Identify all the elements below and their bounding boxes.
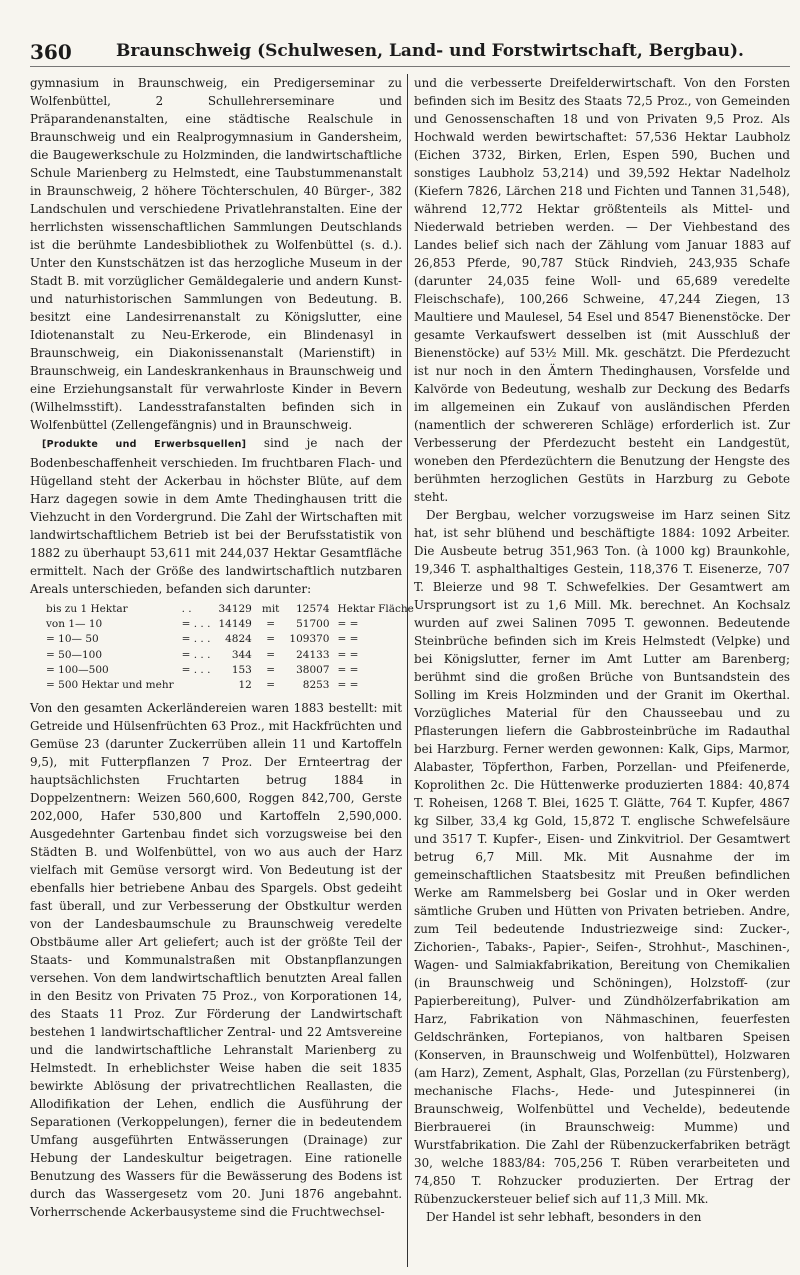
area-value: 24133 xyxy=(296,648,330,661)
row-mit: = xyxy=(266,633,276,646)
running-title: Braunschweig (Schulwesen, Land- und Forstwirtschaft, Bergbau). xyxy=(116,41,744,61)
row-dots: = . . . xyxy=(181,663,211,676)
text-columns xyxy=(30,74,790,1267)
row-label: = 100—500 xyxy=(46,663,109,676)
area-value: 51700 xyxy=(296,618,330,631)
paragraph-products xyxy=(30,434,402,598)
row-dots: = . . . xyxy=(181,648,211,661)
paragraph-agriculture: Von den gesamten Ackerländereien waren 1883 bestellt: mit Getreide und Hülsenfrüchten 63 Proz., mit Hackfrüchten und Gemüse 23 (darunter Zuckerrüben allein 11 und Kartoffeln 9,5), mit Futterpflanzen 7 Proz. Der Ernteertrag der hauptsächlichsten Fruchtarten betrug 1884 in Doppelzentnern: Weizen 560,600, Roggen 842,700, Gerste 202,000, Hafer 530,800 und Kartoffeln 2,590,000. Ausgedehnter Gartenbau findet sich vorzugsweise bei den Städten B. und Wolfenbüttel, von wo aus auch der Harz vielfach mit Gemüse versorgt wird. Von Bedeutung ist der ebenfalls hier betriebene Anbau des Spargels. Obst gedeiht fast überall, und zur Verbesserung der Obstkultur werden von der Landesbaumschule zu Braunschweig veredelte Obstbäume aller Art geliefert; auch ist der größte Teil der Staats- und Kommunalstraßen mit Obstanpflanzungen versehen. Von dem landwirtschaftlich benutzten Areal fallen in den Besitz von Privaten 75 Proz., von Korporationen 14, des Staats 11 Proz. Zur Förderung der Landwirtschaft bestehen 1 landwirtschaftlicher Zentral- und 22 Amtsvereine und die landwirtschaftliche Lehranstalt Marienberg zu Helmstedt. In erheblichster Weise haben die seit 1835 bewirkte Ablösung der privatrechtlichen Reallasten, die Allodifikation der Lehen, endlich die Ausführung der Separationen (Verkoppelungen), ferner die in bedeutendem Umfang ausgeführten Entwässerungen (Drainage) zur Hebung der Landeskultur beigetragen. Eine rationelle Benutzung des Wassers für die Bewässerung des Bodens ist durch das Wassergesetz vom 20. Juni 1876 angebahnt. Vorherrschende Ackerbausysteme sind die Fruchtwechsel- xyxy=(30,701,402,1220)
area-unit: Hektar Fläche xyxy=(337,603,414,615)
area-unit: = = xyxy=(337,633,359,646)
row-dots: = . . . xyxy=(181,618,211,631)
row-dots xyxy=(178,678,215,693)
row-mit: mit xyxy=(261,603,280,615)
row-mit: = xyxy=(266,648,276,661)
left-column xyxy=(30,74,414,1267)
table-row xyxy=(30,617,418,632)
farm-count: 344 xyxy=(231,648,252,661)
right-column xyxy=(414,74,790,1267)
farm-count: 12 xyxy=(238,679,252,692)
table-row xyxy=(30,602,418,617)
farm-size-table xyxy=(30,602,418,693)
area-value: 12574 xyxy=(296,603,330,615)
row-mit: = xyxy=(266,618,276,631)
farm-count: 4824 xyxy=(225,633,252,646)
page-header xyxy=(30,40,790,67)
table-row xyxy=(30,648,418,663)
page-number: 360 xyxy=(30,40,72,64)
table-row xyxy=(30,632,418,647)
table-row xyxy=(30,663,418,678)
area-value: 8253 xyxy=(302,679,330,692)
paragraph-products-text: sind je nach der Bodenbeschaffenheit verschieden. Im fruchtbaren Flach- und Hügelland steht der Ackerbau in höchster Blüte, auf dem Harz dagegen sowie in dem Amte Thedinghausen tritt die Viehzucht in den Vordergrund. Die Zahl der Wirtschaften mit landwirtschaftlichem Betrieb ist bei der Berufsstatistik von 1882 zu überhaupt 53,611 mit 244,037 Hektar Gesamtfläche ermittelt. Nach der Größe des landwirtschaftlich nutzbaren Areals unterschieden, befanden sich darunter: xyxy=(30,436,403,596)
row-label: = 500 Hektar und mehr xyxy=(46,679,174,692)
paragraph-mining: Der Bergbau, welcher vorzugsweise im Harz seinen Sitz hat, ist sehr blühend und beschäftigte 1884: 1092 Arbeiter. Die Ausbeute betrug 351,963 Ton. (à 1000 kg) Braunkohle, 19,346 T. asphalthaltiges Gestein, 118,376 T. Eisenerze, 707 T. Bleierze und 98 T. Schwefelkies. Der Gesamtwert am Ursprungsort ist zu 1,6 Mill. Mk. berechnet. An Kochsalz wurden auf zwei Salinen 7095 T. gewonnen. Bedeutende Steinbrüche befinden sich im Kreis Helmstedt (Velpke) und bei Königslutter, ferner im Amt Lutter am Barenberg; berühmt sind die großen Brüche von Buntsandstein des Solling im Kreis Holzminden und der Granit im Okerthal. Vorzügliches Material für den Chausseebau und zu Pflasterungen liefern die Gabbrosteinbrüche im Radauthal bei Harzburg. Ferner werden gewonnen: Kalk, Gips, Marmor, Alabaster, Töpferthon, Farben, Porzellan- und Pfeifenerde, Koprolithen 2c. Die Hüttenwerke produzierten 1884: 40,874 T. Roheisen, 1268 T. Blei, 1625 T. Glätte, 764 T. Kupfer, 4867 kg Silber, 33,4 kg Gold, 15,872 T. englische Schwefelsäure und 3517 T. Kupfer-, Eisen- und Zinkvitriol. Der Gesamtwert betrug 6,7 Mill. Mk. Mit Ausnahme der im gemeinschaftlichen Staatsbesitz mit Preußen befindlichen Werke am Rammelsberg bei Goslar und in Oker werden sämtliche Gruben und Hütten von Privaten betrieben. Andre, zum Teil bedeutende Industriezweige sind: Zucker-, Zichorien-, Tabaks-, Papier-, Seifen-, Strohhut-, Maschinen-, Wagen- und Salmiakfabrikation, Bereitung von Chemikalien (in Braunschweig und Schöningen), Holzstoff- (zur Papierbereitung), Pulver- und Zündhölzerfabrikation am Harz, Fabrikation von Nähmaschinen, feuerfesten Geldschränken, Fortepianos, von haltbaren Speisen (Konserven, in Braunschweig und Wolfenbüttel), Holzwaren (am Harz), Zement, Asphalt, Glas, Porzellan (zu Fürstenberg), mechanische Flachs-, Hede- und Jutespinnerei (in Braunschweig, Wolfenbüttel und Vechelde), bedeutende Bierbrauerei (in Braunschweig: Mumme) und Wurstfabrikation. Die Zahl der Rübenzuckerfabriken beträgt 30, welche 1883/84: 705,256 T. Rüben verarbeiteten und 74,850 T. Rohzucker produzierten. Der Ertrag der Rübenzuckersteuer belief sich auf 11,3 Mill. Mk. xyxy=(414,508,790,1206)
row-dots: = . . . xyxy=(181,633,211,646)
farm-count: 153 xyxy=(231,663,252,676)
row-mit: = xyxy=(266,663,276,676)
paragraph-schools: gymnasium in Braunschweig, ein Predigerseminar zu Wolfenbüttel, 2 Schullehrerseminare und Präparandenanstalten, eine städtische Realschule in Braunschweig und ein Realprogymnasium in Gandersheim, die Baugewerkschule zu Holzminden, die landwirtschaftliche Schule Marienberg zu Helmstedt, eine Taubstummenanstalt in Braunschweig, 2 höhere Töchterschulen, 40 Bürger-, 382 Landschulen und verschiedene Privatlehranstalten. Eine der herrlichsten wissenschaftlichen Sammlungen Deutschlands ist die berühmte Landesbibliothek zu Wolfenbüttel (s. d.). Unter den Kunstschätzen ist das herzogliche Museum in der Stadt B. mit vorzüglicher Gemäldegalerie und andern Kunst- und naturhistorischen Sammlungen von Bedeutung. B. besitzt eine Landesirrenanstalt zu Königslutter, eine Idiotenanstalt zu Neu-Erkerode, ein Blindenasyl in Braunschweig, ein Diakonissenanstalt (Marienstift) in Braunschweig, ein Landeskrankenhaus in Braunschweig und eine Erziehungsanstalt für verwahrloste Kinder in Bevern (Wilhelmsstift). Landesstrafanstalten befinden sich in Wolfenbüttel (Zellengefängnis) und in Braunschweig. xyxy=(30,76,402,432)
row-label: von 1— 10 xyxy=(46,618,103,631)
farm-count: 14149 xyxy=(218,618,252,631)
row-label: = 50—100 xyxy=(46,648,103,661)
area-unit: = = xyxy=(337,648,359,661)
column-divider xyxy=(407,74,408,1267)
paragraph-forestry: und die verbesserte Dreifelderwirtschaft. Von den Forsten befinden sich im Besitz des Staats 72,5 Proz., von Gemeinden und Genossenschaften 18 und von Privaten 9,5 Proz. Als Hochwald werden bewirtschaftet: 57,536 Hektar Laubholz (Eichen 3732, Birken, Erlen, Espen 590, Buchen und sonstiges Laubholz 53,214) und 39,592 Hektar Nadelholz (Kiefern 7826, Lärchen 218 und Fichten und Tannen 31,548), während 12,772 Hektar größtenteils als Mittel- und Niederwald betrieben werden. — Der Viehbestand des Landes belief sich nach der Zählung vom Januar 1883 auf 26,853 Pferde, 90,787 Stück Rindvieh, 243,935 Schafe (darunter 24,035 feine Woll- und 65,689 veredelte Fleischschafe), 100,266 Schweine, 47,244 Ziegen, 13 Maultiere und Maulesel, 54 Esel und 8547 Bienenstöcke. Der gesamte Verkaufswert desselben ist (mit Ausschluß der Bienenstöcke) auf 53½ Mill. Mk. geschätzt. Die Pferdezucht ist nur noch in den Ämtern Thedinghausen, Vorsfelde und Kalvörde von Bedeutung, weshalb zur Deckung des Bedarfs im allgemeinen ein Zukauf von ausländischen Pferden (namentlich der schwereren Schläge) erforderlich ist. Zur Verbesserung der Pferdezucht besteht ein Landgestüt, woneben den Pferdezüchtern die Benutzung der Hengste des berühmten herzoglichen Gestüts in Harzburg zu Gebote steht. xyxy=(414,76,790,504)
area-unit: = = xyxy=(337,663,359,676)
row-dots: . . xyxy=(181,603,192,615)
row-mit: = xyxy=(266,679,276,692)
area-value: 38007 xyxy=(296,663,330,676)
farm-count: 34129 xyxy=(218,603,252,615)
area-unit: = = xyxy=(337,618,359,631)
paragraph-trade: Der Handel ist sehr lebhaft, besonders in den xyxy=(426,1210,702,1224)
table-row xyxy=(30,678,418,693)
area-unit: = = xyxy=(337,679,359,692)
area-value: 109370 xyxy=(289,633,330,646)
row-label: = 10— 50 xyxy=(46,633,99,646)
row-label: bis zu 1 Hektar xyxy=(46,603,128,615)
section-label-products: [Produkte und Erwerbsquellen] xyxy=(42,439,247,450)
